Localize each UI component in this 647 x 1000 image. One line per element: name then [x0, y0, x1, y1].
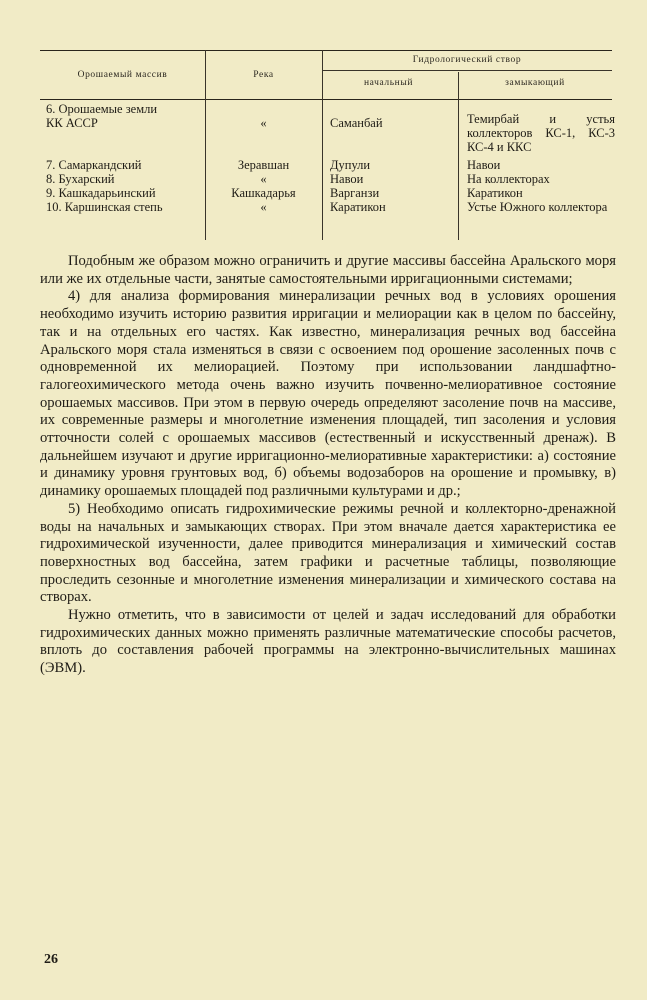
cell-end: Навои [467, 158, 501, 172]
header-start: начальный [363, 78, 414, 88]
header-stvor: Гидрологический створ [412, 55, 522, 65]
cell-end: На коллекторах [467, 172, 550, 186]
cell-massiv: 9. Кашкадарьинский [46, 186, 156, 200]
cell-massiv: 10. Каршинская степь [46, 200, 163, 214]
cell-start: Варганзи [330, 186, 380, 200]
cell-start: Навои [330, 172, 364, 186]
page-number: 26 [44, 952, 58, 967]
body-text [40, 253, 616, 678]
header-end: замыкающий [505, 78, 565, 88]
header-river: Река [253, 70, 274, 80]
header-massiv: Орошаемый массив [77, 70, 168, 80]
cell-end: Каратикон [467, 186, 523, 200]
cell-massiv: 7. Самаркандский [46, 158, 142, 172]
cell-river: « [260, 116, 267, 130]
cell-river: Кашкадарья [231, 186, 296, 200]
paragraph: 5) Необходимо описать гидрохимические режимы речной и коллекторно-дренажной воды на начальных и замыкающих створах. При этом вначале дается характеристика ее гидрохимической изученности, далее приводится минерализация и химический состав поверхностных вод бассейна, затем графики и расчетные таблицы, позволяющие проследить сезонные и многолетние изменения минерализации и химического состава на створах. [40, 500, 616, 606]
paragraph: 4) для анализа формирования минерализации речных вод в условиях орошения необходимо изучить историю развития ирригации и мелиорации как в целом по бассейну, так и на отдельных его частях. Как известно, минерализация речных вод бассейна Аральского моря стала изменяться в связи с освоением под орошение засоленных почв с одновременной их мелиорацией. Поэтому при использовании ландшафтно-галогеохимического метода очень важно изучить почвенно-мелиоративное состояние орошаемых массивов. При этом в первую очередь определяют засоление почв на массиве, их современные размеры и многолетние изменения площадей, тип засоления и условия отточности солей с орошаемых массивов (естественный и искусственный дренаж). В дальнейшем изучают и другие ирригационно-мелиоративные характеристики: а) состояние и динамику уровня грунтовых вод, б) объемы водозаборов на орошение и промывку, в) динамику орошаемых площадей под различными культурами и др.; [40, 288, 616, 500]
stvor-sub-rule [322, 70, 612, 71]
cell-river: « [260, 172, 267, 186]
cell-end: Устье Южного коллектора [467, 200, 608, 214]
table-header-rule [40, 99, 612, 100]
cell-end: Темирбай и устья коллекторов КС-1, КС-3 КС-4 и ККС [467, 112, 615, 154]
cell-start: Каратикон [330, 200, 386, 214]
cell-start: Саманбай [330, 116, 383, 130]
col-divider [458, 72, 459, 240]
cell-massiv: 6. Орошаемые земли КК АССР [46, 102, 158, 130]
cell-river: Зеравшан [237, 158, 290, 172]
table-top-rule [40, 50, 612, 51]
paragraph: Подобным же образом можно ограничить и другие массивы бассейна Аральского моря или же их отдельные части, занятые самостоятельными ирригационными системами; [40, 253, 616, 287]
cell-river: « [260, 200, 267, 214]
cell-massiv: 8. Бухарский [46, 172, 115, 186]
paragraph: Нужно отметить, что в зависимости от целей и задач исследований для обработки гидрохимических данных можно применять различные математические способы расчетов, вплоть до составления рабочей программы на электронно-вычислительных машинах (ЭВМ). [40, 607, 616, 677]
cell-start: Дупули [330, 158, 371, 172]
